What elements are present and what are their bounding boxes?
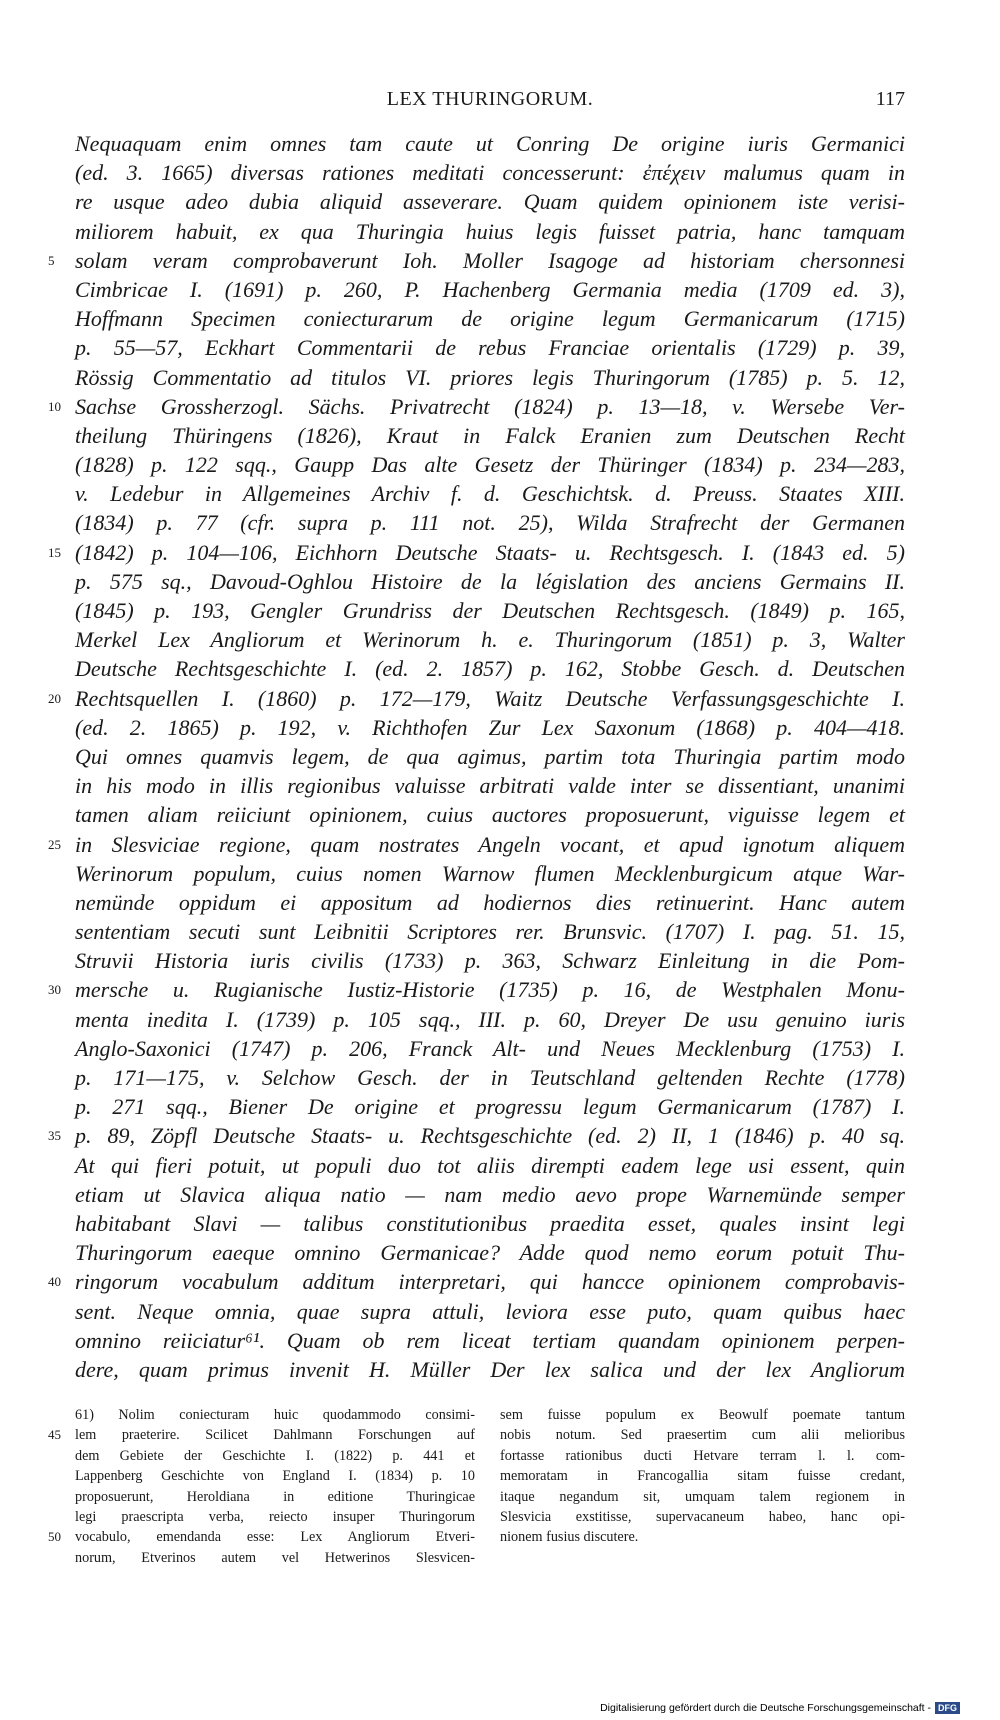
text-line (75, 917, 905, 946)
line-text: etiam ut Slavica aliqua natio — nam medio aevo prope Warnemünde semper (75, 1181, 905, 1207)
line-text: p. 89, Zöpfl Deutsche Staats- u. Rechtsgeschichte (ed. 2) II, 1 (1846) p. 40 sq. (75, 1123, 905, 1149)
line-text: menta inedita I. (1739) p. 105 sqq., III. p. 60, Dreyer De usu genuino iuris (75, 1006, 905, 1032)
line-text: Werinorum populum, cuius nomen Warnow flumen Mecklenburgicum atque War- (75, 860, 905, 886)
line-text: fortasse rationibus ducti Hetvare terram l. l. com- (500, 1447, 905, 1464)
text-line (500, 1405, 905, 1425)
text-line (48, 1121, 905, 1150)
text-line (75, 1405, 475, 1425)
text-line (75, 421, 905, 450)
text-line (48, 975, 905, 1004)
line-text: solam veram comprobaverunt Ioh. Moller Isagoge ad historiam chersonnesi (75, 247, 905, 273)
line-text: itaque negandum sit, umquam talem regionem in (500, 1488, 905, 1505)
line-text: (1834) p. 77 (cfr. supra p. 111 not. 25), Wilda Strafrecht der Germanen (75, 510, 905, 536)
line-text: omnino reiiciatur⁶¹. Quam ob rem liceat tertiam quandam opinionem perpen- (75, 1327, 905, 1353)
line-text: Lappenberg Geschichte von England I. (1834) p. 10 (75, 1468, 475, 1485)
text-line (48, 830, 905, 859)
line-text: Struvii Historia iuris civilis (1733) p. 363, Schwarz Einleitung in die Pom- (75, 948, 905, 974)
line-text: lem praeterire. Scilicet Dahlmann Forschungen auf (75, 1427, 475, 1444)
line-text: (ed. 3. 1665) diversas rationes meditati concesserunt: ἐπέχειν malumus quam in (75, 160, 905, 186)
text-line (500, 1425, 905, 1445)
dfg-logo: DFG (935, 1702, 960, 1714)
line-text: (1845) p. 193, Gengler Grundriss der Deutschen Rechtsgesch. (1849) p. 165, (75, 598, 905, 623)
text-line (48, 1425, 475, 1445)
text-line (75, 1466, 475, 1486)
text-line (48, 1527, 475, 1547)
line-number: 45 (48, 1427, 61, 1443)
footnote-column-left (48, 1405, 475, 1568)
page-header (75, 88, 905, 118)
line-text: Rechtsquellen I. (1860) p. 172—179, Waitz Deutsche Verfassungsgeschichte I. (75, 685, 905, 711)
digitization-credit (600, 1702, 960, 1714)
line-text: p. 271 sqq., Biener De origine et progressu legum Germanicarum (1787) I. (75, 1094, 905, 1120)
line-text: re usque adeo dubia aliquid asseverare. Quam quidem opinionem iste verisi- (75, 189, 905, 215)
line-text: theilung Thüringens (1826), Kraut in Falck Eranien zum Deutschen Recht (75, 422, 905, 448)
line-text: norum, Etverinos autem vel Hetwerinos Slesvicen- (75, 1549, 475, 1566)
line-text: sententiam secuti sunt Leibnitii Scriptores rer. Brunsvic. (1707) I. pag. 51. 15, (75, 919, 905, 945)
line-text: proposuerunt, Heroldiana in editione Thuringicae (75, 1488, 475, 1505)
line-text: Cimbricae I. (1691) p. 260, P. Hachenberg Germania media (1709 ed. 3), (75, 276, 905, 302)
text-line (48, 392, 905, 421)
page-number: 117 (875, 88, 905, 110)
line-number: 10 (48, 398, 61, 414)
line-text: legi praescripta verba, reiecto insuper Thuringorum (75, 1508, 475, 1525)
line-text: mersche u. Rugianische Iustiz-Historie (1735) p. 16, de Westphalen Monu- (75, 977, 905, 1003)
text-line (75, 1297, 905, 1326)
text-line (75, 1548, 475, 1568)
main-text (48, 129, 905, 1384)
text-line (48, 1267, 905, 1296)
line-text: nobis notum. Sed praesertim cum alii melioribus (500, 1427, 905, 1444)
line-text: in his modo in illis regionibus valuisse arbitrati valde inter se dissentiant, unanimi (75, 773, 905, 799)
text-line (500, 1466, 905, 1486)
line-text: (1828) p. 122 sqq., Gaupp Das alte Gesetz der Thüringer (1834) p. 234—283, (75, 452, 905, 478)
line-number: 5 (48, 252, 55, 268)
line-text: memoratam in Francogallia sitam fuisse credant, (500, 1468, 905, 1485)
line-text: p. 55—57, Eckhart Commentarii de rebus Franciae orientalis (1729) p. 39, (75, 335, 905, 361)
line-text: 61) Nolim coniecturam huic quodammodo consimi- (75, 1407, 475, 1423)
line-text: vocabulo, emendanda esse: Lex Angliorum Etveri- (75, 1529, 475, 1546)
text-line (75, 1238, 905, 1267)
line-number: 15 (48, 544, 61, 560)
line-text: p. 575 sq., Davoud-Oghlou Histoire de la législation des anciens Germains II. (75, 568, 905, 594)
text-line (75, 1209, 905, 1238)
text-line (75, 304, 905, 333)
line-text: Rössig Commentatio ad titulos VI. priores legis Thuringorum (1785) p. 5. 12, (75, 364, 905, 390)
text-line (75, 888, 905, 917)
text-line (75, 1326, 905, 1355)
line-text: v. Ledebur in Allgemeines Archiv f. d. Geschichtsk. d. Preuss. Staates XIII. (75, 481, 905, 507)
text-line (75, 596, 905, 625)
text-line (48, 246, 905, 275)
line-number: 25 (48, 836, 61, 852)
text-line (48, 684, 905, 713)
line-text: sent. Neque omnia, quae supra attuli, leviora esse puto, quam quibus haec (75, 1298, 905, 1324)
line-text: dem Gebiete der Geschichte I. (1822) p. 441 et (75, 1447, 475, 1464)
text-line (75, 158, 905, 187)
running-title: LEX THURINGORUM. (386, 88, 594, 110)
line-text: sem fuisse populum ex Beowulf poemate tantum (500, 1407, 905, 1423)
line-text: Nequaquam enim omnes tam caute ut Conring De origine iuris Germanici (75, 131, 905, 156)
credit-text: Digitalisierung gefördert durch die Deutsche Forschungsgemeinschaft - (600, 1702, 931, 1714)
line-text: Deutsche Rechtsgeschichte I. (ed. 2. 1857) p. 162, Stobbe Gesch. d. Deutschen (75, 656, 905, 682)
line-number: 50 (48, 1529, 61, 1545)
line-text: nemünde oppidum ei appositum ad hodiernos dies retinuerint. Hanc autem (75, 889, 905, 915)
text-line (75, 508, 905, 537)
text-line (75, 363, 905, 392)
text-line (500, 1487, 905, 1507)
text-line (75, 713, 905, 742)
line-text: nionem fusius discutere. (500, 1529, 639, 1546)
line-text: Anglo-Saxonici (1747) p. 206, Franck Alt- und Neues Mecklenburg (1753) I. (75, 1035, 905, 1061)
line-text: in Slesviciae regione, quam nostrates Angeln vocant, et apud ignotum aliquem (75, 831, 905, 857)
line-text: dere, quam primus invenit H. Müller Der lex salica und der lex Angliorum (75, 1356, 905, 1382)
line-text: Thuringorum eaeque omnino Germanicae? Adde quod nemo eorum potuit Thu- (75, 1240, 905, 1266)
line-text: Merkel Lex Angliorum et Werinorum h. e. Thuringorum (1851) p. 3, Walter (75, 627, 905, 653)
line-text: Sachse Grossherzogl. Sächs. Privatrecht (1824) p. 13—18, v. Wersebe Ver- (75, 393, 905, 419)
line-number: 35 (48, 1128, 61, 1144)
text-line (75, 1507, 475, 1527)
text-line (75, 742, 905, 771)
text-line (75, 1063, 905, 1092)
footnote-column-right (500, 1405, 905, 1548)
text-line (500, 1446, 905, 1466)
text-line (500, 1507, 905, 1527)
text-line (75, 625, 905, 654)
text-line (75, 1180, 905, 1209)
line-text: (1842) p. 104—106, Eichhorn Deutsche Staats- u. Rechtsgesch. I. (1843 ed. 5) (75, 539, 905, 565)
line-text: p. 171—175, v. Selchow Gesch. der in Teutschland geltenden Rechte (1778) (75, 1065, 905, 1090)
text-line (75, 187, 905, 216)
line-text: (ed. 2. 1865) p. 192, v. Richthofen Zur Lex Saxonum (1868) p. 404—418. (75, 714, 905, 740)
line-text: At qui fieri potuit, ut populi duo tot aliis dirempti eadem lege usi essent, quin (75, 1152, 905, 1178)
text-line (75, 479, 905, 508)
text-line (75, 275, 905, 304)
text-line (75, 1034, 905, 1063)
line-text: Qui omnes quamvis legem, de qua agimus, partim tota Thuringia partim modo (75, 743, 905, 769)
text-line (75, 1151, 905, 1180)
line-text: tamen aliam reiiciunt opinionem, cuius auctores proposuerunt, viguisse legem et (75, 802, 905, 828)
text-line (75, 1355, 905, 1384)
text-line (75, 1446, 475, 1466)
text-line (75, 859, 905, 888)
text-line (75, 771, 905, 800)
line-text: Slesvicia exstitisse, supervacaneum habeo, hanc opi- (500, 1508, 905, 1525)
text-line (75, 1487, 475, 1507)
line-number: 20 (48, 690, 61, 706)
line-number: 30 (48, 982, 61, 998)
text-line (75, 129, 905, 158)
line-text: ringorum vocabulum additum interpretari, qui hancce opinionem comprobavis- (75, 1269, 905, 1295)
text-line (75, 333, 905, 362)
text-line (75, 217, 905, 246)
text-line (75, 567, 905, 596)
line-number: 40 (48, 1274, 61, 1290)
text-line (75, 1005, 905, 1034)
text-line (48, 538, 905, 567)
text-line (75, 450, 905, 479)
text-line (75, 946, 905, 975)
line-text: habitabant Slavi — talibus constitutionibus praedita esset, quales insint legi (75, 1210, 905, 1236)
text-line (75, 1092, 905, 1121)
line-text: Hoffmann Specimen coniecturarum de origine legum Germanicarum (1715) (75, 306, 905, 332)
text-line (500, 1527, 905, 1547)
text-line (75, 654, 905, 683)
line-text: miliorem habuit, ex qua Thuringia huius legis fuisset patria, hanc tamquam (75, 218, 905, 244)
text-line (75, 800, 905, 829)
